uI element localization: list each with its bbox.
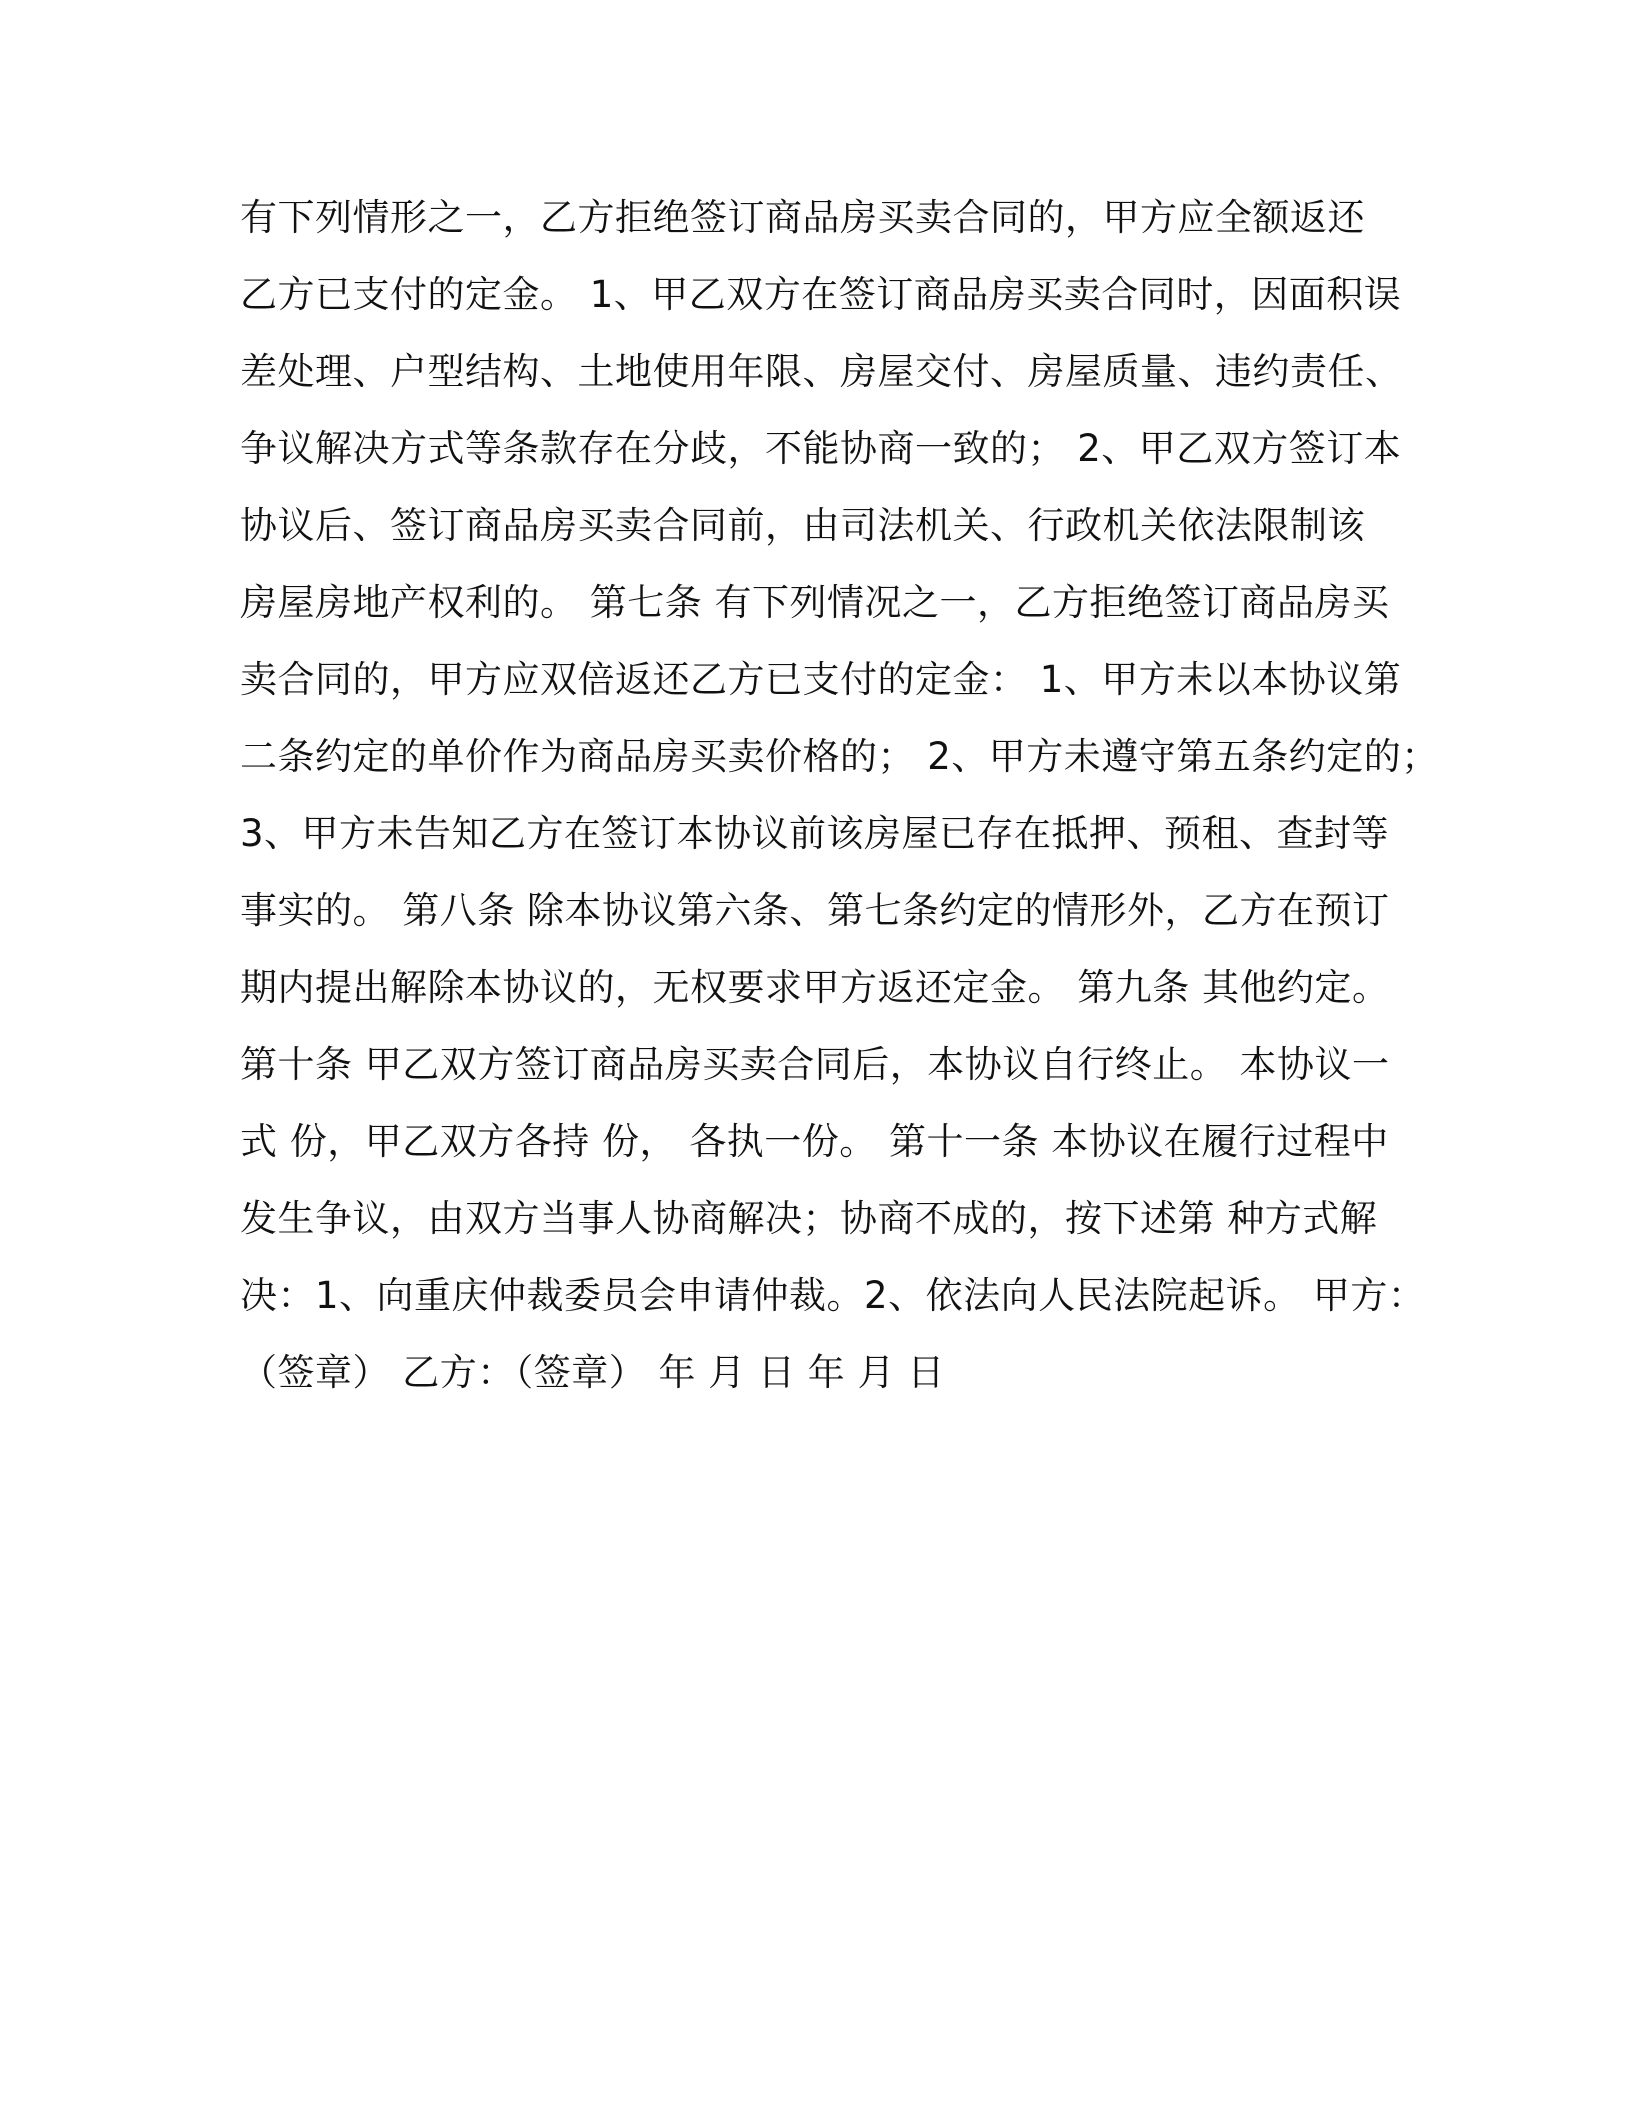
text-line: 决：1、向重庆仲裁委员会申请仲裁。2、依法向人民法院起诉。 甲方： — [240, 1274, 1426, 1317]
text-line: 房屋房地产权利的。 第七条 有下列情况之一，乙方拒绝签订商品房买 — [240, 581, 1390, 624]
text-line: 事实的。 第八条 除本协议第六条、第七条约定的情形外，乙方在预订 — [240, 889, 1390, 932]
text-line: 3、甲方未告知乙方在签订本协议前该房屋已存在抵押、预租、查封等 — [240, 812, 1390, 855]
text-line: 卖合同的，甲方应双倍返还乙方已支付的定金： 1、甲方未以本协议第 — [240, 658, 1402, 701]
text-line: 争议解决方式等条款存在分歧，不能协商一致的； 2、甲乙双方签订本 — [240, 427, 1402, 470]
text-line: 协议后、签订商品房买卖合同前，由司法机关、行政机关依法限制该 — [240, 504, 1365, 547]
text-line: 式 份，甲乙双方各持 份， 各执一份。 第十一条 本协议在履行过程中 — [240, 1120, 1389, 1163]
text-line: 二条约定的单价作为商品房买卖价格的； 2、甲方未遵守第五条约定的； — [240, 735, 1439, 778]
text-line: 乙方已支付的定金。 1、甲乙双方在签订商品房买卖合同时，因面积误 — [240, 273, 1402, 316]
text-line: 有下列情形之一，乙方拒绝签订商品房买卖合同的，甲方应全额返还 — [240, 196, 1365, 239]
signature-line: （签章） 乙方：（签章） 年 月 日 年 月 日 — [240, 1351, 945, 1394]
text-line: 差处理、户型结构、土地使用年限、房屋交付、房屋质量、违约责任、 — [240, 350, 1403, 393]
text-line: 第十条 甲乙双方签订商品房买卖合同后，本协议自行终止。 本协议一 — [240, 1043, 1390, 1086]
contract-text — [240, 186, 1439, 1418]
text-line: 期内提出解除本协议的，无权要求甲方返还定金。 第九条 其他约定。 — [240, 966, 1390, 1009]
text-line: 发生争议，由双方当事人协商解决；协商不成的，按下述第 种方式解 — [240, 1197, 1378, 1240]
